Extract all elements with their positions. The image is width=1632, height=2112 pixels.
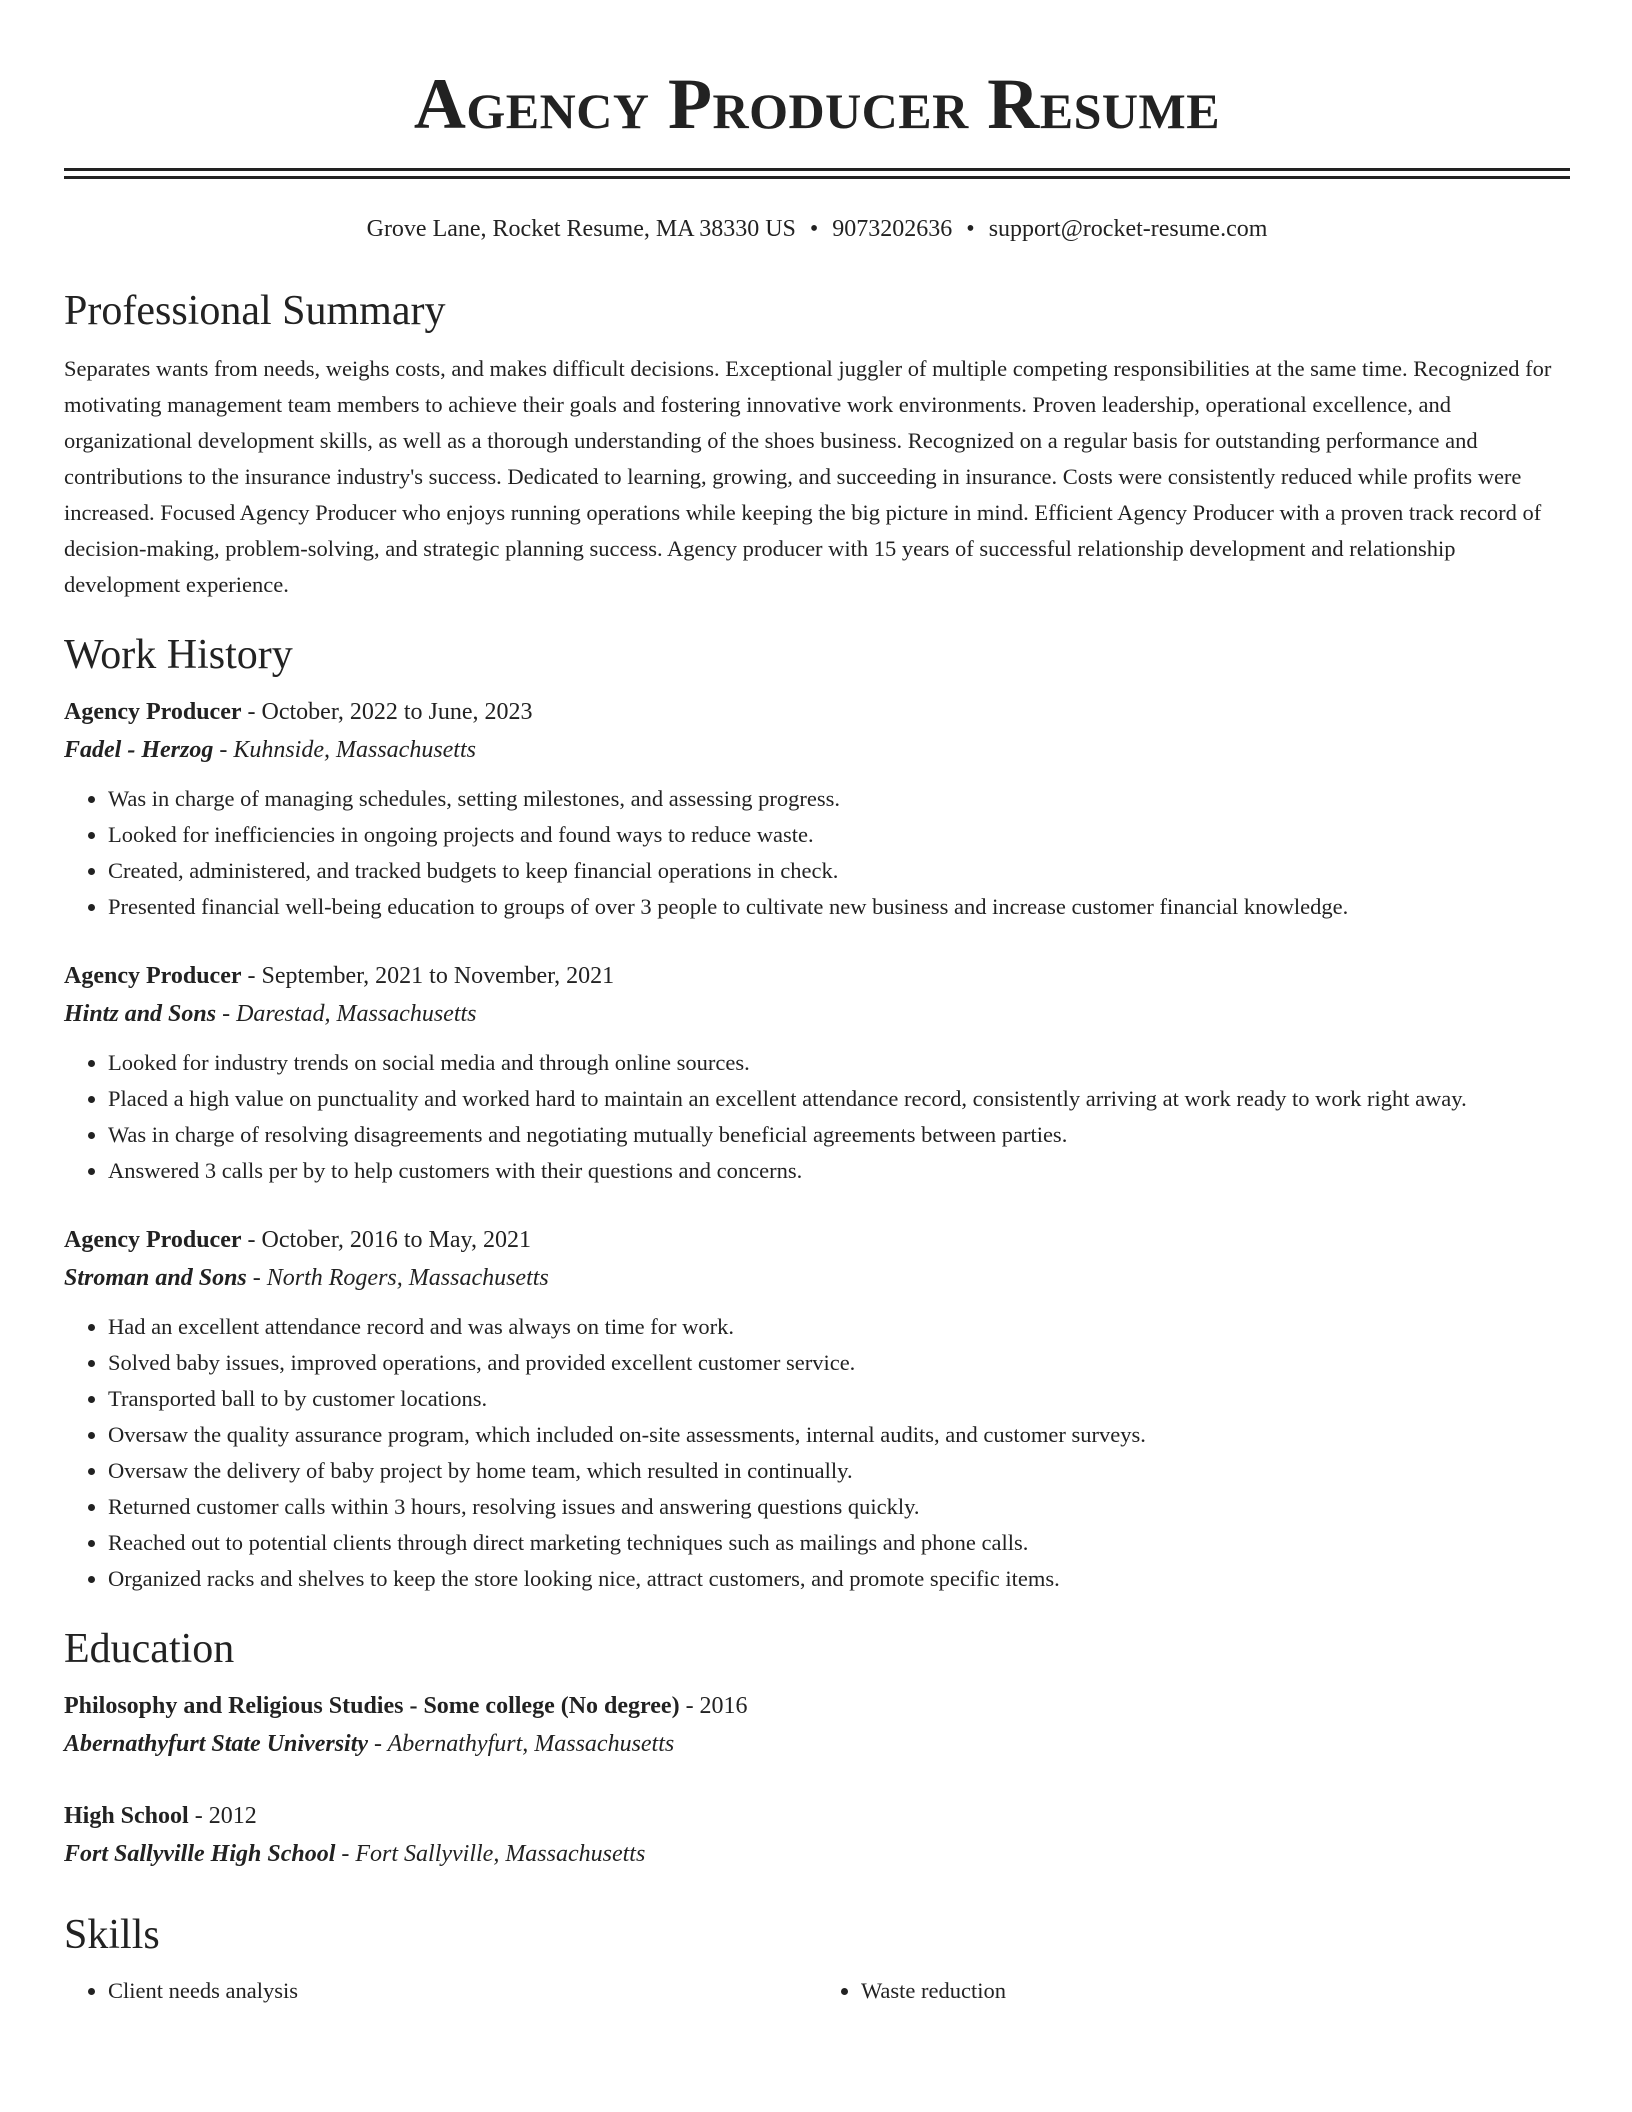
list-item: • Presented financial well-being education to groups of over 3 people to cultivate new business and increase customer financial knowledge. [108, 889, 1570, 925]
skill-item: • Client needs analysis [108, 1973, 817, 2009]
skills-list [64, 1973, 1570, 2009]
skills-column-left [64, 1973, 817, 2009]
title-divider-top [64, 168, 1570, 171]
graduation-year: - 2016 [679, 1693, 748, 1719]
school-name: Abernathyfurt State University [64, 1731, 369, 1757]
school-name: Fort Sallyville High School [64, 1841, 336, 1867]
school-location: - Fort Sallyville, Massachusetts [335, 1841, 646, 1867]
school-line [64, 1835, 1570, 1873]
employer-line [64, 1259, 1570, 1297]
summary-heading: Professional Summary [64, 288, 446, 334]
job-bullets [64, 781, 1570, 925]
list-item: • Answered 3 calls per by to help customers with their questions and concerns. [108, 1153, 1570, 1189]
education-heading: Education [64, 1626, 235, 1672]
employer-name: Hintz and Sons [64, 1001, 217, 1027]
list-item: • Oversaw the quality assurance program, which included on-site assessments, internal audits, and customer surveys. [108, 1417, 1570, 1453]
job-title: Agency Producer [64, 1227, 242, 1253]
list-item: • Placed a high value on punctuality and worked hard to maintain an excellent attendance record, consistently arriving at work ready to work right away. [108, 1081, 1570, 1117]
school-line [64, 1725, 1570, 1763]
school-location: - Abernathyfurt, Massachusetts [368, 1731, 675, 1757]
contact-address: Grove Lane, Rocket Resume, MA 38330 US [366, 216, 796, 242]
list-item: • Returned customer calls within 3 hours, resolving issues and answering questions quickly. [108, 1489, 1570, 1525]
job-entry [64, 1221, 1570, 1597]
employer-line [64, 731, 1570, 769]
list-item: • Solved baby issues, improved operations, and provided excellent customer service. [108, 1345, 1570, 1381]
employer-location: - Kuhnside, Massachusetts [213, 737, 476, 763]
job-bullets [64, 1309, 1570, 1597]
job-dates: - October, 2022 to June, 2023 [241, 699, 533, 725]
list-item: • Was in charge of resolving disagreements and negotiating mutually beneficial agreements between parties. [108, 1117, 1570, 1153]
job-entry [64, 957, 1570, 1189]
title-divider-bottom [64, 176, 1570, 179]
list-item: • Oversaw the delivery of baby project by home team, which resulted in continually. [108, 1453, 1570, 1489]
list-item: • Organized racks and shelves to keep the store looking nice, attract customers, and promote specific items. [108, 1561, 1570, 1597]
employer-location: - North Rogers, Massachusetts [246, 1265, 549, 1291]
summary-text: Separates wants from needs, weighs costs, and makes difficult decisions. Exceptional juggler of multiple competing responsibilities at the same time. Recognized for motivating management team members to achieve their goals and fostering innovative work environments. Proven leadership, operational excellence, and organizational development skills, as well as a thorough understanding of the shoes business. Recognized on a regular basis for outstanding performance and contributions to the insurance industry's success. Dedicated to learning, growing, and succeeding in insurance. Costs were consistently reduced while profits were increased. Focused Agency Producer who enjoys running operations while keeping the big picture in mind. Efficient Agency Producer with a proven track record of decision-making, problem-solving, and strategic planning success. Agency producer with 15 years of successful relationship development and relationship development experience. [64, 356, 1552, 597]
contact-email: support@rocket-resume.com [988, 216, 1268, 242]
employer-location: - Darestad, Massachusetts [216, 1001, 477, 1027]
list-item: • Had an excellent attendance record and was always on time for work. [108, 1309, 1570, 1345]
education-entry [64, 1797, 1570, 1873]
degree-name: High School [64, 1803, 189, 1829]
skill-item: • Waste reduction [861, 1973, 1570, 2009]
degree-line [64, 1797, 1570, 1835]
resume-title: Agency Producer Resume [413, 64, 1221, 144]
job-title: Agency Producer [64, 963, 242, 989]
contact-separator: • [966, 216, 975, 242]
skills-heading: Skills [64, 1912, 160, 1958]
skills-column-right [817, 1973, 1570, 2009]
degree-name: Philosophy and Religious Studies - Some college (No degree) [64, 1693, 680, 1719]
work-history-heading: Work History [64, 632, 293, 678]
list-item: • Reached out to potential clients through direct marketing techniques such as mailings and phone calls. [108, 1525, 1570, 1561]
employer-line [64, 995, 1570, 1033]
job-dates: - October, 2016 to May, 2021 [241, 1227, 531, 1253]
list-item: • Looked for inefficiencies in ongoing projects and found ways to reduce waste. [108, 817, 1570, 853]
employer-name: Stroman and Sons [64, 1265, 247, 1291]
degree-line [64, 1687, 1570, 1725]
list-item: • Was in charge of managing schedules, setting milestones, and assessing progress. [108, 781, 1570, 817]
employer-name: Fadel - Herzog [64, 737, 214, 763]
contact-separator: • [809, 216, 819, 242]
list-item: • Transported ball to by customer locations. [108, 1381, 1570, 1417]
job-title-line [64, 957, 1570, 995]
job-dates: - September, 2021 to November, 2021 [241, 963, 615, 989]
job-title-line [64, 1221, 1570, 1259]
job-title-line [64, 693, 1570, 731]
education-entry [64, 1687, 1570, 1763]
job-entry [64, 693, 1570, 925]
job-bullets [64, 1045, 1570, 1189]
graduation-year: - 2012 [188, 1803, 257, 1829]
contact-line [64, 213, 1570, 245]
list-item: • Created, administered, and tracked budgets to keep financial operations in check. [108, 853, 1570, 889]
resume-page [64, 0, 1570, 2009]
job-title: Agency Producer [64, 699, 242, 725]
contact-phone: 9073202636 [832, 216, 953, 242]
list-item: • Looked for industry trends on social media and through online sources. [108, 1045, 1570, 1081]
